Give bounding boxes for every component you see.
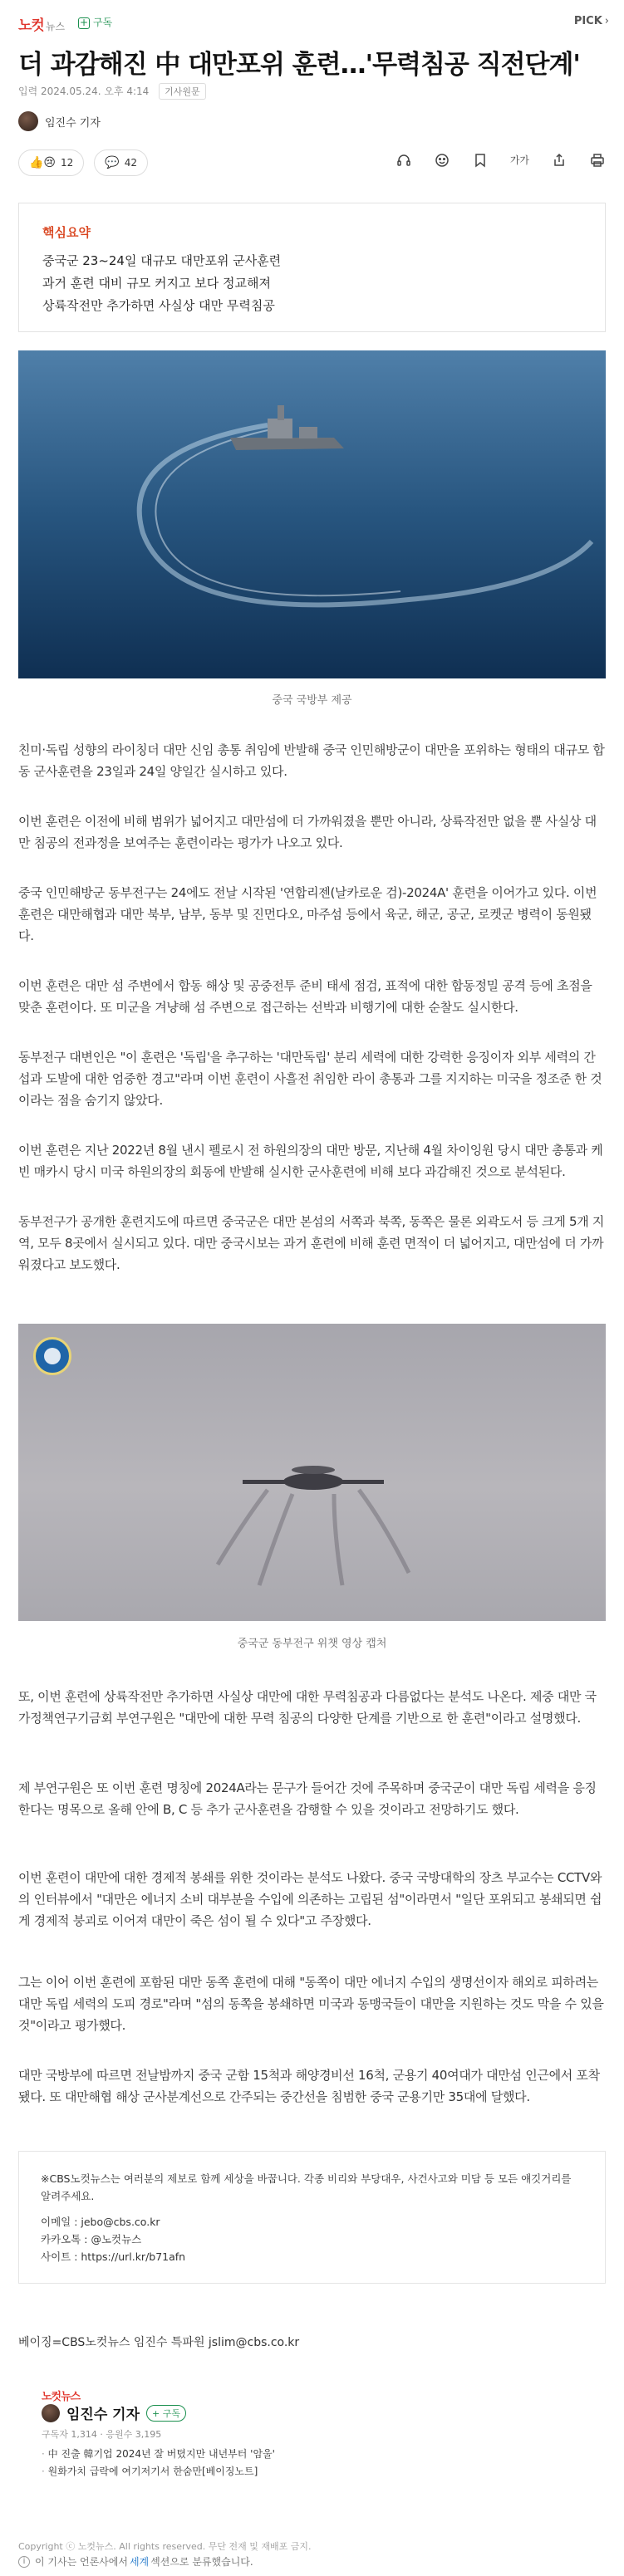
author-card-header (42, 2402, 186, 2423)
author-subscribe-button[interactable]: + 구독 (146, 2405, 186, 2422)
logo-sub: 뉴스 (45, 21, 66, 32)
summary-item: 과거 훈련 대비 규모 커지고 보다 정교해져 (42, 276, 271, 291)
key-summary-box (18, 203, 606, 332)
notice-contacts (41, 2213, 583, 2265)
outlet-logo[interactable] (18, 13, 65, 34)
chevron-right-icon: › (604, 15, 609, 27)
copyright-notice: Copyright ⓒ 노컷뉴스. All rights reserved. 무단 전재 및 재배포 금지. (18, 2541, 312, 2552)
font-size-icon[interactable]: 가가 (509, 154, 529, 166)
summary-item: 상륙작전만 추가하면 사실상 대만 무력침공 (42, 298, 275, 313)
article-paragraph: 이번 훈련이 대만에 대한 경제적 봉쇄를 위한 것이라는 분석도 나왔다. 중국 국방대학의 장츠 부교수는 CCTV와의 인터뷰에서 "대만은 에너지 소비 대부분을 수입에 의존하는 고립된 섬"이라면서 "일단 포위되고 봉쇄되면 쉽게 경제적 붕괴로 이어져 대만이 죽은 섬이 될 수 있다"고 주장했다. (18, 1870, 602, 1928)
outlet-logo[interactable]: 노컷뉴스 (42, 2391, 81, 2403)
comment-button[interactable] (94, 149, 148, 176)
article-paragraph: 친미·독립 성향의 라이칭더 대만 신임 총통 취임에 반발해 중국 인민해방군이 대만을 포위하는 형태의 대규모 합동 군사훈련을 23일과 24일 양일간 실시하고 있다. (18, 742, 605, 779)
article-paragraph: 이번 훈련은 이전에 비해 범위가 넓어지고 대만섬에 더 가까워졌을 뿐만 아니라, 상륙작전만 없을 뿐 사실상 대만 침공의 전과정을 보여주는 훈련이라는 평가가 나오고 있다. (18, 814, 597, 850)
subscribe-label: 구독 (93, 17, 113, 28)
author-card (18, 2379, 606, 2512)
classification-note (18, 2554, 253, 2569)
notice-text: ※CBS노컷뉴스는 여러분의 제보로 함께 세상을 바꿉니다. 각종 비리와 부당대우, 사건사고와 미담 등 모든 얘깃거리를 알려주세요. (41, 2172, 572, 2202)
classify-pre: 이 기사는 언론사에서 (35, 2556, 128, 2568)
publish-time: 입력 2024.05.24. 오후 4:14 (18, 86, 150, 97)
image-caption: 중국 국방부 제공 (272, 694, 352, 707)
article-paragraph: 그는 이어 이번 훈련에 포함된 대만 동쪽 훈련에 대해 "동쪽이 대만 에너지 수입의 생명선이자 해외로 피하려는 대만 독립 세력의 도피 경로"라며 "섬의 동쪽을 봉쇄하면 미국과 동맹국들이 대만을 지원하는 것도 막을 수 있을 것"이라고 평가했다. (18, 1975, 604, 2033)
tip-notice-box (18, 2151, 606, 2284)
reaction-emoji-icon: 👍😢 (29, 156, 57, 169)
pick-label: PICK (573, 15, 602, 27)
headphones-icon[interactable] (396, 153, 412, 171)
info-icon: i (18, 2556, 30, 2568)
print-icon[interactable] (589, 153, 606, 171)
author-row[interactable] (18, 111, 101, 131)
emoji-icon[interactable] (434, 153, 450, 171)
classify-post: 섹션으로 분류했습니다. (150, 2556, 253, 2568)
related-article-link[interactable]: · 中 진출 韓기업 2024년 잘 버텼지만 내년부터 '암울' (42, 2446, 275, 2463)
origin-link[interactable]: 기사원문 (159, 83, 206, 100)
article-paragraph: 이번 훈련은 대만 섬 주변에서 합동 해상 및 공중전투 준비 태세 점검, 표적에 대한 합동정밀 공격 등에 초점을 맞춘 훈련이다. 또 미군을 겨냥해 섬 주변으로 접근하는 선박과 비행기에 대한 순찰도 실시한다. (18, 978, 592, 1015)
article-paragraph: 동부전구 대변인은 "이 훈련은 '독립'을 추구하는 '대만독립' 분리 세력에 대한 강력한 응징이자 외부 세력의 간섭과 도발에 대한 엄중한 경고"라며 이번 훈련이 사흘전 취임한 라이 총통과 그를 지지하는 미국을 정조준 한 것이라는 점을 숨기지 않았다. (18, 1050, 602, 1108)
related-articles (42, 2446, 275, 2481)
notice-site[interactable]: 사이트 : https://url.kr/b71afn (41, 2250, 186, 2263)
article-meta (18, 83, 206, 100)
reporter-byline: 베이징=CBS노컷뉴스 임진수 특파원 jslim@cbs.co.kr (18, 2336, 300, 2349)
comment-count: 42 (124, 157, 138, 169)
image-caption: 중국군 동부전구 위챗 영상 캡처 (237, 1638, 387, 1650)
section-link[interactable]: 세계 (129, 2556, 150, 2568)
reaction-bar (18, 149, 148, 176)
summary-item: 중국군 23~24일 대규모 대만포위 군사훈련 (42, 253, 282, 268)
article-paragraph: 중국 인민해방군 동부전구는 24에도 전날 시작된 '연합리젠(날카로운 검)-2024A' 훈련을 이어가고 있다. 이번 훈련은 대만해협과 대만 북부, 남부, 동부 및 진먼다오, 마주섬 등에서 육군, 해군, 공군, 로켓군 병력이 동원됐다. (18, 885, 597, 943)
subscribe-button[interactable] (78, 15, 112, 29)
notice-kakao[interactable]: 카카오톡 : @노컷뉴스 (41, 2233, 142, 2245)
summary-list (42, 250, 281, 317)
logo-main: 노컷 (18, 17, 44, 34)
warship-photo (18, 350, 606, 678)
notice-email[interactable]: 이메일 : jebo@cbs.co.kr (41, 2216, 160, 2228)
article-paragraph: 제 부연구원은 또 이번 훈련 명칭에 2024A라는 문구가 들어간 것에 주목하며 중국군이 대만 독립 세력을 응징한다는 명목으로 올해 안에 B, C 등 추가 군사훈련을 감행할 수 있을 것이라고 전망하기도 했다. (18, 1780, 597, 1817)
author-stats: 구독자 1,314 · 응원수 3,195 (42, 2429, 162, 2440)
reaction-count: 12 (61, 157, 74, 169)
article-paragraph: 또, 이번 훈련에 상륙작전만 추가하면 사실상 대만에 대한 무력침공과 다름없다는 분석도 나온다. 제중 대만 국가정책연구기금회 부연구원은 "대만에 대한 무력 침공의 다양한 단계를 기반으로 한 훈련"이라고 설명했다. (18, 1689, 597, 1726)
article-paragraph: 대만 국방부에 따르면 전날밤까지 중국 군함 15척과 해양경비선 16척, 군용기 40여대가 대만섬 인근에서 포착됐다. 또 대만해협 해상 군사분계선으로 간주되는 중간선을 침범한 중국 군용기만 35대에 달했다. (18, 2068, 600, 2104)
avatar[interactable] (42, 2404, 60, 2422)
aircraft-photo (18, 1324, 606, 1621)
author-card-name[interactable]: 임진수 기자 (66, 2407, 140, 2423)
article-paragraph: 이번 훈련은 지난 2022년 8월 낸시 펠로시 전 하원의장의 대만 방문, 지난해 4월 차이잉원 당시 대만 총통과 케빈 매카시 당시 미국 하원의장의 회동에 반발해 실시한 군사훈련에 비해 보다 과감해진 것으로 분석된다. (18, 1143, 603, 1179)
pick-button[interactable] (574, 15, 609, 27)
article-headline: 더 과감해진 中 대만포위 훈련…'무력침공 직전단계' (18, 50, 580, 80)
comment-icon: 💬 (105, 156, 120, 169)
reaction-button[interactable] (18, 149, 84, 176)
author-name: 임진수 기자 (45, 116, 101, 130)
avatar (18, 111, 38, 131)
related-article-link[interactable]: · 원화가치 급락에 여기저기서 한숨만[베이징노트] (42, 2463, 275, 2481)
article-tools (396, 153, 606, 171)
top-bar (0, 0, 624, 47)
plus-icon: + (79, 17, 89, 28)
article-paragraph: 동부전구가 공개한 훈련지도에 따르면 중국군은 대만 본섬의 서쪽과 북쪽, 동쪽은 물론 외곽도서 등 크게 5개 지역, 모두 8곳에서 실시되고 있다. 대만 중국시보는 과거 훈련에 비해 훈련 면적이 더 넓어지고, 대만섬에 더 가까워졌다고 보도했다. (18, 1214, 605, 1272)
share-icon[interactable] (551, 153, 567, 171)
bookmark-icon[interactable] (472, 153, 489, 171)
summary-label: 핵심요약 (42, 225, 91, 240)
